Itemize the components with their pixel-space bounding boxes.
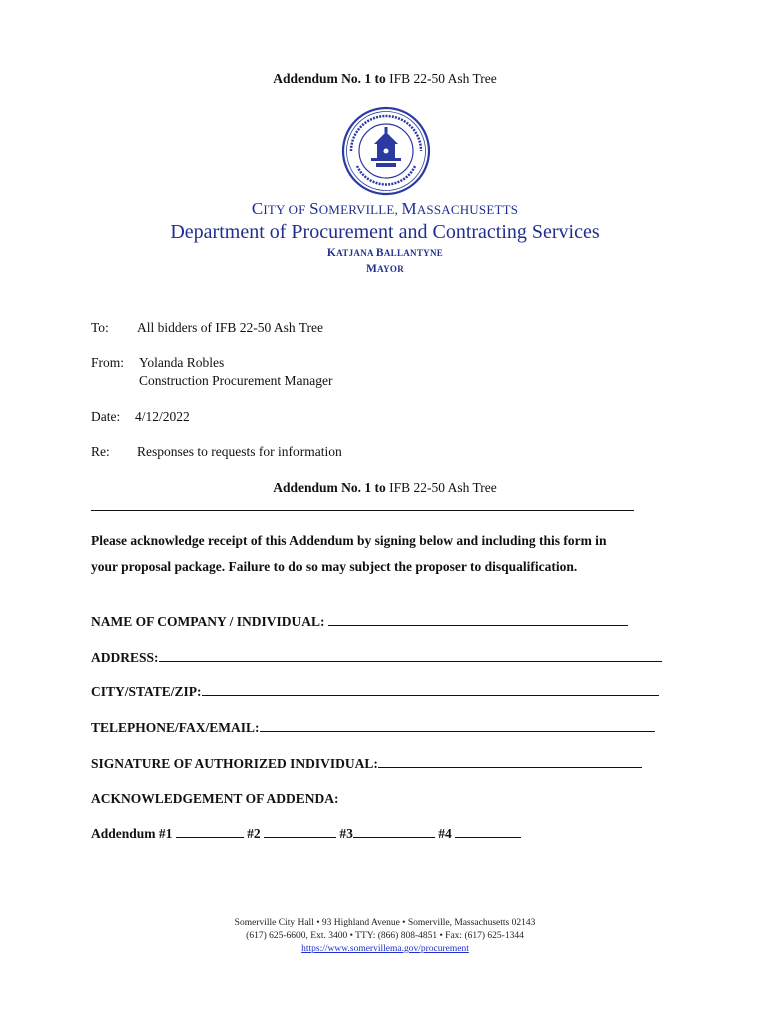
city-name: CITY OF SOMERVILLE, MASSACHUSETTS [251, 199, 519, 218]
department-name: Department of Procurement and Contracting Services [170, 221, 600, 243]
telephone-fax-email-input-line[interactable] [260, 720, 655, 732]
footer-address: Somerville City Hall • 93 Highland Avenue • Somerville, Massachusetts 02143 [234, 918, 536, 928]
divider [91, 510, 634, 511]
addendum-title: Addendum No. 1 to IFB 22-50 Ash Tree [273, 71, 497, 86]
addenda-acknowledgement-row: Addendum #1 #2 #3 #4 [91, 826, 521, 842]
company-input-line[interactable] [328, 614, 628, 626]
procurement-website-link[interactable]: https://www.somervillema.gov/procurement [301, 944, 469, 954]
acknowledgement-line-1: Please acknowledge receipt of this Addendum by signing below and including this form in [91, 533, 607, 548]
footer-link-row [0, 944, 770, 954]
signature-input-line[interactable] [378, 756, 642, 768]
addendum-page: Addendum No. 1 to IFB 22-50 Ash Tree CITY OF SOMERVILLE, MASSACHUSETTS Department of Procurement and Contracting Services KATJANA BALLANTYNE MAYOR To: All bidders of IFB 22-50 Ash Tree From: Yolanda Robles Construction Procurement Manager Date: 4/12/2022 Re: Responses to requests for information Addendum No. 1 to IFB 22-50 Ash Tree Please acknowledge receipt of this Addendum by signing below and including this form in your proposal package. Failure to do so may subject the proposer to disqualification. NAME OF COMPANY / INDIVIDUAL: ADDRESS: CITY/STATE/ZIP: TELEPHONE/FAX/EMAIL: SIGNATURE OF AUTHORIZED INDIVIDUAL: ACKNOWLEDGEMENT OF ADDENDA: Addendum #1 #2 #3 #4 Somerville City Hall • 93 Highland Avenue • Somerville, Massachusetts 02143 (617) 625-6600, Ext. 3400 • TTY: (866) 808-4851 • Fax: (617) 625-1344 https://www.somervillema.gov/procurement [0, 0, 770, 1024]
addendum-1-input-line[interactable] [176, 826, 244, 838]
address-input-line[interactable] [159, 650, 662, 662]
footer-phone: (617) 625-6600, Ext. 3400 • TTY: (866) 808-4851 • Fax: (617) 625-1344 [246, 931, 524, 941]
addendum-3-input-line[interactable] [353, 826, 435, 838]
signature-field: SIGNATURE OF AUTHORIZED INDIVIDUAL: [91, 756, 642, 772]
address-field: ADDRESS: [91, 650, 662, 666]
mayor-title: MAYOR [365, 263, 405, 275]
city-state-zip-input-line[interactable] [202, 684, 659, 696]
telephone-fax-email-field: TELEPHONE/FAX/EMAIL: [91, 720, 655, 736]
addendum-2-input-line[interactable] [264, 826, 336, 838]
company-field: NAME OF COMPANY / INDIVIDUAL: [91, 614, 628, 630]
addendum-4-input-line[interactable] [455, 826, 521, 838]
city-state-zip-field: CITY/STATE/ZIP: [91, 684, 659, 700]
city-seal-logo [341, 106, 431, 196]
acknowledgement-heading: ACKNOWLEDGEMENT OF ADDENDA: [91, 791, 339, 806]
acknowledgement-line-2: your proposal package. Failure to do so may subject the proposer to disqualification. [91, 559, 578, 574]
memo-subtitle: Addendum No. 1 to IFB 22-50 Ash Tree [273, 480, 497, 495]
mayor-name: KATJANA BALLANTYNE [326, 247, 444, 259]
